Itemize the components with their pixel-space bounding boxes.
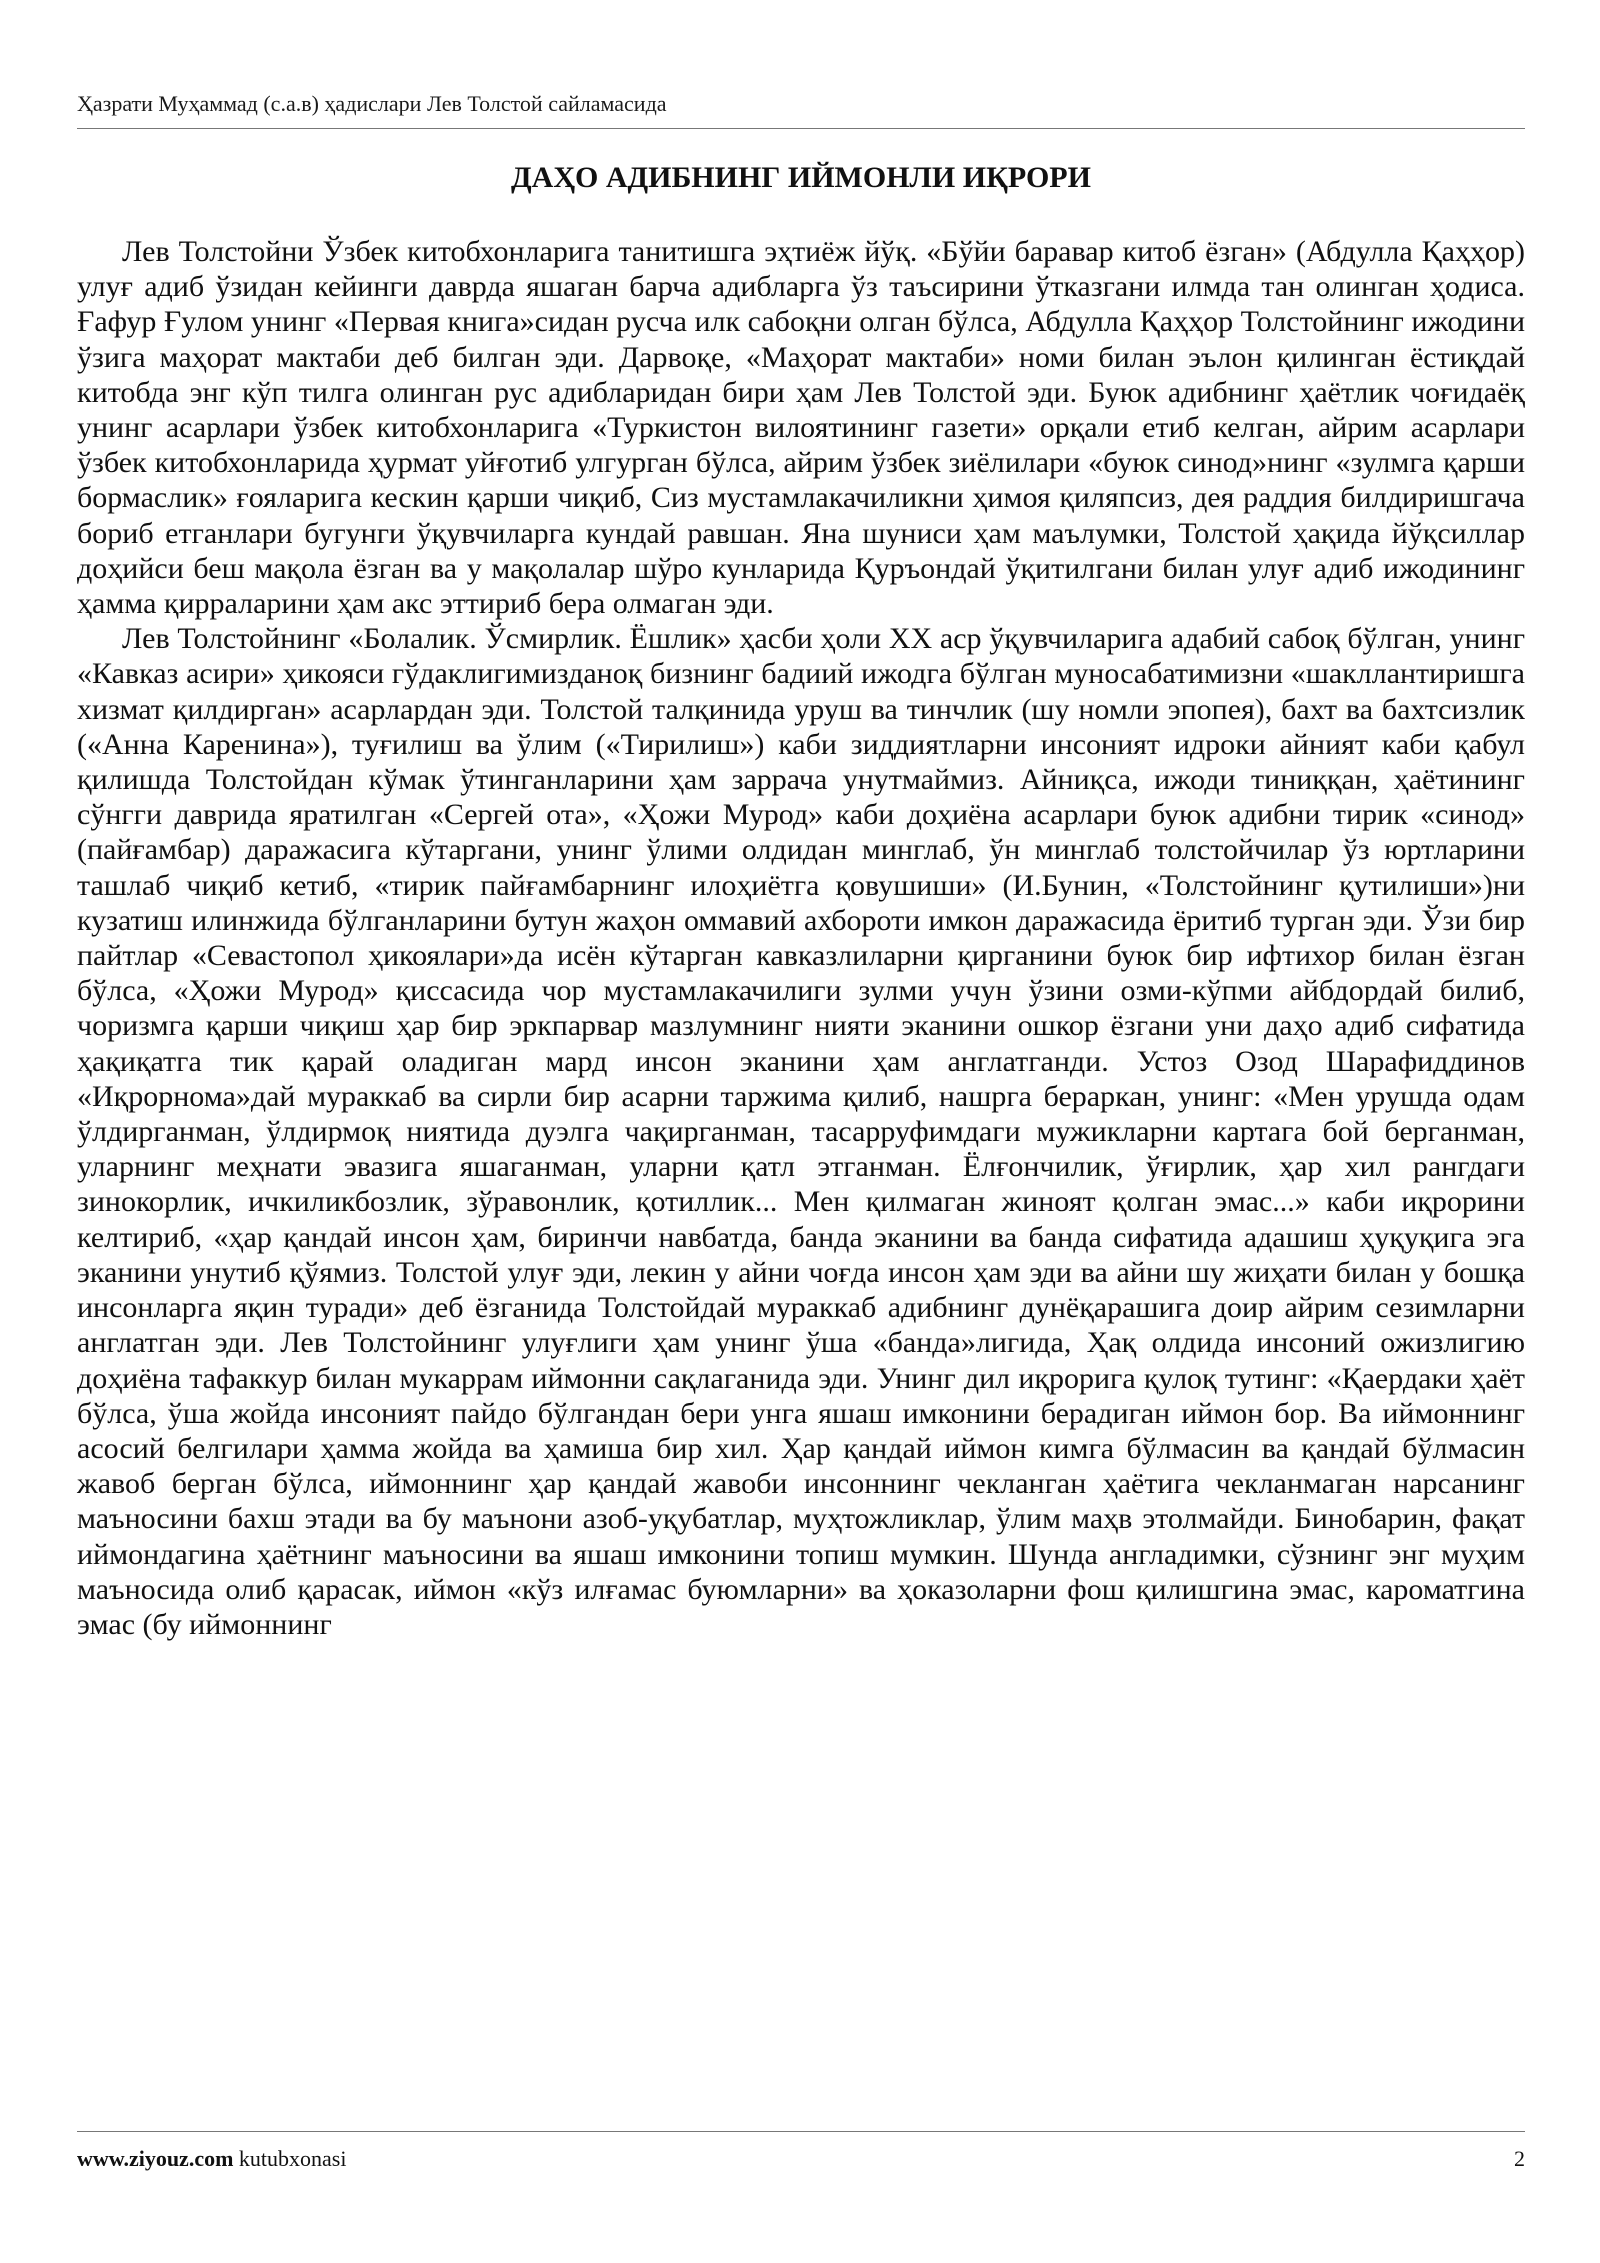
article-body: [77, 234, 1525, 1642]
article-title: ДАҲО АДИБНИНГ ИЙМОНЛИ ИҚРОРИ: [511, 161, 1091, 194]
running-header: Ҳазрати Муҳаммад (с.а.в) ҳадислари Лев Толстой сайламасида: [77, 91, 667, 116]
footer-source: [77, 2146, 346, 2172]
header-divider: [77, 128, 1525, 129]
body-paragraph: Лев Толстойни Ўзбек китобхонларига танитишга эҳтиёж йўқ. «Бўйи баравар китоб ёзган» (Абдулла Қаҳҳор) улуғ адиб ўзидан кейинги даврда яшаган барча адибларга ўз таъсирини ўтказгани илмда тан олинган ҳодиса. Ғафур Ғулом унинг «Первая книга»сидан русча илк сабоқни олган бўлса, Абдулла Қаҳҳор Толстойнинг ижодини ўзига маҳорат мактаби деб билган эди. Дарвоқе, «Маҳорат мактаби» номи билан эълон қилинган ёстиқдай китобда энг кўп тилга олинган рус адибларидан бири ҳам Лев Толстой эди. Буюк адибнинг ҳаётлик чоғидаёқ унинг асарлари ўзбек китобхонларига «Туркистон вилоятининг газети» орқали етиб келган, айрим асарлари ўзбек китобхонларида ҳурмат уйғотиб улгурган бўлса, айрим ўзбек зиёлилари «буюк синод»нинг «зулмга қарши бормаслик» ғояларига кескин қарши чиқиб, Сиз мустамлакачиликни ҳимоя қиляпсиз, дея раддия билдиришгача бориб етганлари бугунги ўқувчиларга кундай равшан. Яна шуниси ҳам маълумки, Толстой ҳақида йўқсиллар доҳийси беш мақола ёзган ва у мақолалар шўро кунларида Қуръондай ўқитилгани билан улуғ адиб ижодининг ҳамма қирраларини ҳам акс эттириб бера олмаган эди.: [77, 235, 1525, 621]
page-number: 2: [1514, 2146, 1525, 2171]
footer-site-link[interactable]: www.ziyouz.com: [77, 2146, 234, 2171]
footer-divider: [77, 2131, 1525, 2132]
footer-site-suffix: kutubxonasi: [233, 2146, 347, 2171]
body-paragraph: Лев Толстойнинг «Болалик. Ўсмирлик. Ёшлик» ҳасби ҳоли ХХ аср ўқувчиларига адабий сабоқ бўлган, унинг «Кавказ асири» ҳикояси гўдаклигимизданоқ бизнинг бадиий ижодга бўлган муносабатимизни «шакллантиришга хизмат қилдирган» асарлардан эди. Толстой талқинида уруш ва тинчлик (шу номли эпопея), бахт ва бахтсизлик («Анна Каренина»), туғилиш ва ўлим («Тирилиш») каби зиддиятларни инсоният идроки айният каби қабул қилишда Толстойдан кўмак ўтинганларини ҳам заррача унутмаймиз. Айниқса, ижоди тиниққан, ҳаётининг сўнгги даврида яратилган «Сергей ота», «Ҳожи Мурод» каби доҳиёна асарлари буюк адибни тирик «синод» (пайғамбар) даражасига кўтаргани, унинг ўлими олдидан минглаб, ўн минглаб толстойчилар ўз юртларини ташлаб чиқиб кетиб, «тирик пайғамбарнинг илоҳиётга қовушиши» (И.Бунин, «Толстойнинг қутилиши»)ни кузатиш илинжида бўлганларини бутун жаҳон оммавий ахбороти имкон даражасида ёритиб турган эди. Ўзи бир пайтлар «Севастопол ҳикоялари»да исён кўтарган кавказлиларни қирганини буюк бир ифтихор билан ёзган бўлса, «Ҳожи Мурод» қиссасида чор мустамлакачилиги зулми учун ўзини озми-кўпми айбдордай билиб, чоризмга қарши чиқиш ҳар бир эркпарвар мазлумнинг нияти эканини ошкор ёзгани уни даҳо адиб сифатида ҳақиқатга тик қарай оладиган мард инсон эканини ҳам англатганди. Устоз Озод Шарафиддинов «Иқрорнома»дай мураккаб ва сирли бир асарни таржима қилиб, нашрга бераркан, унинг: «Мен урушда одам ўлдирганман, ўлдирмоқ ниятида дуэлга чақирганман, тасарруфимдаги мужикларни картага бой берганман, уларнинг меҳнати эвазига яшаганман, уларни қатл этганман. Ёлғончилик, ўғирлик, ҳар хил рангдаги зинокорлик, ичкиликбозлик, зўравонлик, қотиллик... Мен қилмаган жиноят қолган эмас...» каби иқрорини келтириб, «ҳар қандай инсон ҳам, биринчи навбатда, банда эканини ва банда сифатида адашиш ҳуқуқига эга эканини унутиб қўямиз. Толстой улуғ эди, лекин у айни чоғда инсон ҳам эди ва айни шу жиҳати билан у бошқа инсонларга яқин туради» деб ёзганида Толстойдай мураккаб адибнинг дунёқарашига доир айрим сезимларни англатган эди. Лев Толстойнинг улуғлиги ҳам унинг ўша «банда»лигида, Ҳақ олдида инсоний ожизлигию доҳиёна тафаккур билан мукаррам иймонни сақлаганида эди. Унинг дил иқрорига қулоқ тутинг: «Қаердаки ҳаёт бўлса, ўша жойда инсоният пайдо бўлгандан бери унга яшаш имконини берадиган иймон бор. Ва иймоннинг асосий белгилари ҳамма жойда ва ҳамиша бир хил. Ҳар қандай иймон кимга бўлмасин ва қандай бўлмасин жавоб берган бўлса, иймоннинг ҳар қандай жавоби инсоннинг чекланган ҳаётига чекланмаган нарсанинг маъносини бахш этади ва бу маънони азоб-уқубатлар, муҳтожликлар, ўлим маҳв этолмайди. Бинобарин, фақат иймондагина ҳаётнинг маъносини ва яшаш имконини топиш мумкин. Шунда англадимки, сўзнинг энг муҳим маъносида олиб қарасак, иймон «кўз илғамас буюмларни» ва ҳоказоларни фош қилишгина эмас, кароматгина эмас (бу иймоннинг: [77, 622, 1525, 1641]
